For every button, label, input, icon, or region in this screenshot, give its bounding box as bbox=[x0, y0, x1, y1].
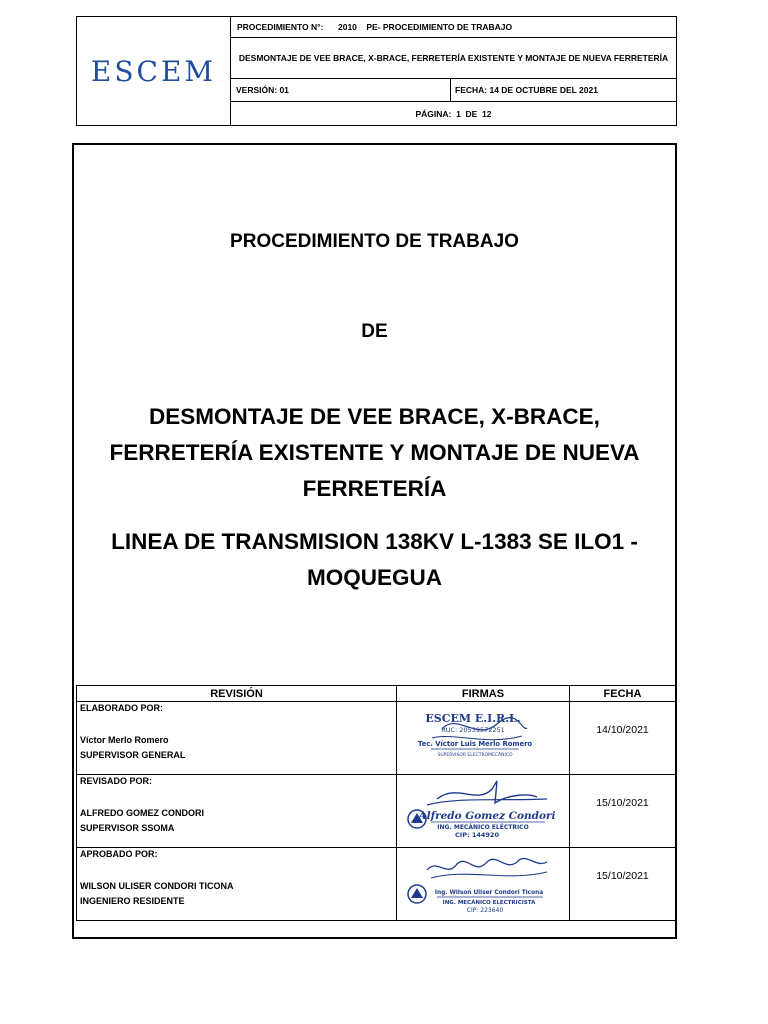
header-subject: DESMONTAJE DE VEE BRACE, X-BRACE, FERRETERÍA EXISTENTE Y MONTAJE DE NUEVA FERRETERÍA bbox=[238, 53, 669, 63]
cover-subject: DESMONTAJE DE VEE BRACE, X-BRACE, FERRETERÍA EXISTENTE Y MONTAJE DE NUEVA FERRETERÍA bbox=[109, 404, 640, 501]
stamp-line-1: Ing. Wilson Uliser Condori Ticona bbox=[434, 890, 544, 896]
person-name: ALFREDO GOMEZ CONDORI bbox=[80, 808, 204, 818]
signature-cell bbox=[397, 702, 570, 775]
logo-text: ESCEM bbox=[90, 54, 217, 88]
role-label: APROBADO POR: bbox=[80, 849, 158, 859]
stamp-graphic bbox=[397, 702, 569, 774]
table-row bbox=[77, 848, 676, 921]
reviewed-cell bbox=[77, 775, 397, 848]
stamp-line-3: CIP: 223640 bbox=[466, 907, 504, 914]
date-value: 15/10/2021 bbox=[596, 870, 649, 882]
revision-table bbox=[76, 685, 676, 921]
date-cell bbox=[570, 848, 676, 921]
stamp-line-2: ING. MECÁNICO ELECTRICISTA bbox=[442, 900, 536, 906]
stamp-line-3: CIP: 144920 bbox=[455, 831, 499, 839]
stamp-line-2: RUC: 20539572251 bbox=[441, 726, 505, 734]
signature-stamp bbox=[397, 702, 569, 774]
person-position: SUPERVISOR SSOMA bbox=[80, 823, 175, 833]
col-revision: REVISIÓN bbox=[77, 686, 397, 702]
procedure-label: PROCEDIMIENTO N°: bbox=[237, 22, 324, 32]
stamp-graphic bbox=[397, 848, 569, 920]
date-cell bbox=[570, 775, 676, 848]
revision-header-row bbox=[77, 686, 676, 702]
date-value: 14/10/2021 bbox=[596, 724, 649, 736]
stamp-line-2: ING. MECÁNICO ELÉCTRICO bbox=[437, 824, 529, 831]
table-row bbox=[77, 702, 676, 775]
signature-cell bbox=[397, 848, 570, 921]
subject-row bbox=[231, 38, 676, 79]
page-row bbox=[231, 102, 676, 125]
col-signatures: FIRMAS bbox=[397, 686, 570, 702]
stamp-line-3: Tec. Víctor Luis Merlo Romero bbox=[417, 740, 533, 748]
procedure-row bbox=[231, 17, 676, 38]
date-cell bbox=[570, 702, 676, 775]
page-number: PÁGINA: 1 DE 12 bbox=[415, 108, 492, 119]
person-name: Víctor Merlo Romero bbox=[80, 735, 169, 745]
person-position: INGENIERO RESIDENTE bbox=[80, 896, 185, 906]
approved-cell bbox=[77, 848, 397, 921]
date-value: 15/10/2021 bbox=[596, 797, 649, 809]
signature-stamp bbox=[397, 775, 569, 847]
stamp-line-1: Alfredo Gomez Condori bbox=[418, 810, 556, 822]
role-label: REVISADO POR: bbox=[80, 776, 153, 786]
company-logo bbox=[77, 17, 231, 125]
role-label: ELABORADO POR: bbox=[80, 703, 163, 713]
version-text: VERSIÓN: 01 bbox=[236, 85, 289, 95]
col-date: FECHA bbox=[570, 686, 676, 702]
cover-line: LINEA DE TRANSMISION 138KV L-1383 SE ILO1 - MOQUEGUA bbox=[111, 529, 638, 590]
elaborated-cell bbox=[77, 702, 397, 775]
cover-title: PROCEDIMIENTO DE TRABAJO bbox=[230, 231, 519, 252]
procedure-value: 2010 PE- PROCEDIMIENTO DE TRABAJO bbox=[338, 22, 513, 32]
cover-connector: DE bbox=[361, 321, 388, 342]
stamp-line-1: ESCEM E.I.R.L. bbox=[425, 712, 521, 725]
version-row bbox=[231, 79, 676, 102]
person-name: WILSON ULISER CONDORI TICONA bbox=[80, 881, 234, 891]
date-text: FECHA: 14 DE OCTUBRE DEL 2021 bbox=[455, 85, 598, 95]
stamp-line-4: SUPERVISOR ELECTROMECÁNICO bbox=[437, 753, 513, 758]
stamp-graphic bbox=[397, 775, 569, 847]
signature-cell bbox=[397, 775, 570, 848]
document-header bbox=[76, 16, 677, 126]
table-row bbox=[77, 775, 676, 848]
signature-stamp bbox=[397, 848, 569, 920]
person-position: SUPERVISOR GENERAL bbox=[80, 750, 186, 760]
cover-frame bbox=[72, 143, 677, 939]
